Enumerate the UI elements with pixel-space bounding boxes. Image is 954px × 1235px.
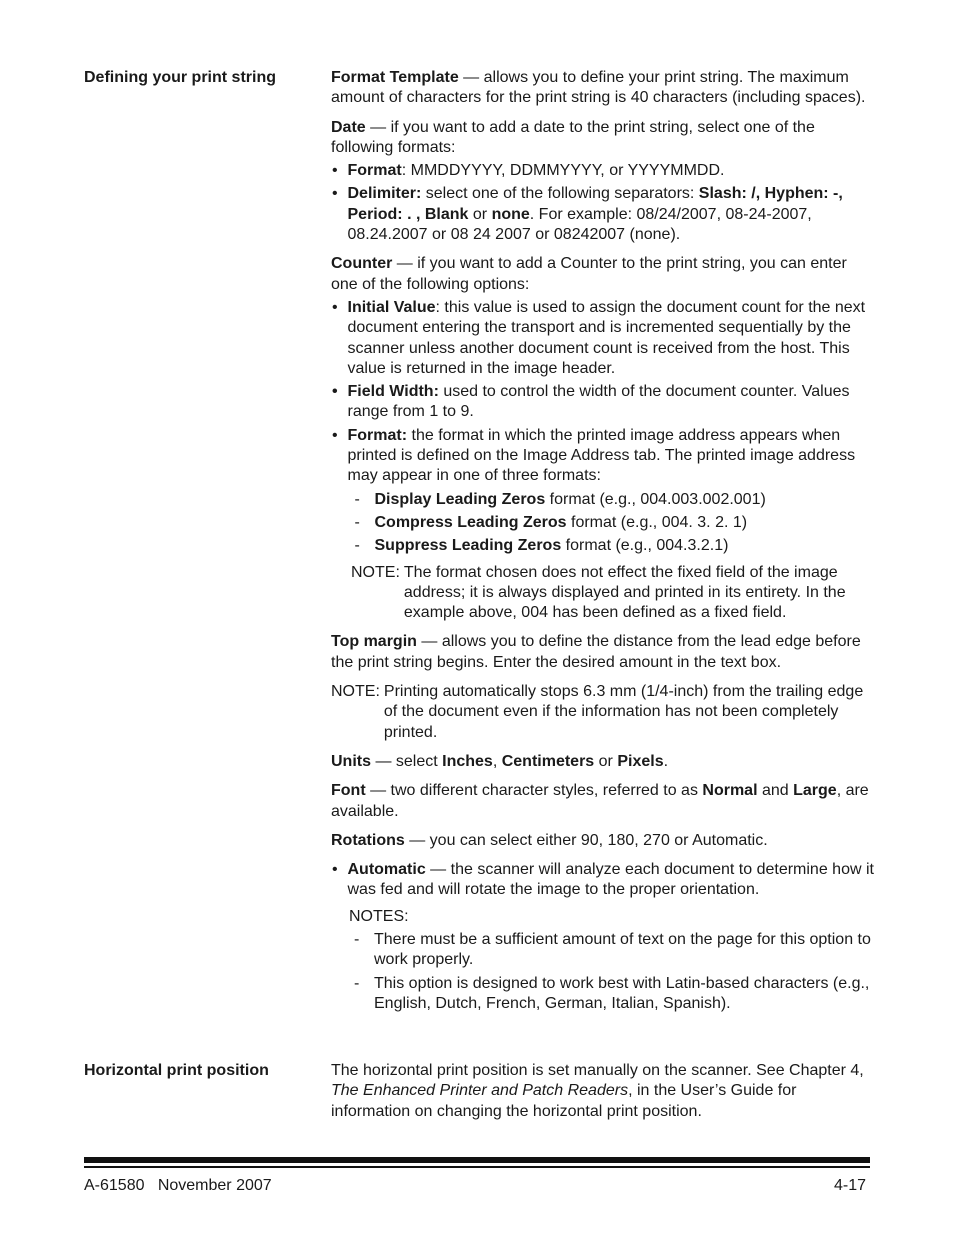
footer-rule-thick	[84, 1157, 870, 1163]
units-label: Units	[331, 752, 371, 770]
counter-paragraph: Counter — if you want to add a Counter to the print string, you can enter one of the following options:	[331, 255, 847, 293]
format-template-paragraph: Format Template — allows you to define your print string. The maximum amount of characters for the print string is 40 characters (including spaces).	[331, 69, 866, 107]
list-item: - Compress Leading Zeros format (e.g., 004. 3. 2. 1)	[355, 513, 877, 533]
list-item: • Format: the format in which the printed image address appears when printed is defined on the Image Address tab. The printed image address may appear in one of three formats: - Display Leading Zeros format (e.g., 004.003.002.001) - Compress Leading Zeros format (e.g., 004. 3. 2. 1) - Suppress Leading Zeros format (e.g., 004.3.2.1)	[331, 426, 876, 557]
list-item: • Delimiter: select one of the following separators: Slash: /, Hyphen: -, Period: . , Blank or none. For example: 08/24/2007, 08-24-2007, 08.24.2007 or 08 24 2007 or 08242007 (none).	[331, 184, 876, 245]
list-item: • Format: MMDDYYYY, DDMMYYYY, or YYYYMMDD.	[331, 161, 876, 181]
print-string-content	[331, 68, 876, 1017]
rotations-list	[331, 860, 876, 901]
list-item: • Initial Value: this value is used to assign the document count for the next document entering the transport and is incremented sequentially by the scanner unless another document count is received from the host. This value is returned in the image header.	[331, 298, 876, 379]
counter-label: Counter	[331, 255, 393, 273]
horizontal-content	[331, 1061, 876, 1122]
footer-document-id: A-61580 November 2007	[84, 1177, 272, 1194]
units-paragraph: Units — select Inches, Centimeters or Pixels.	[331, 752, 669, 770]
date-options-list	[331, 161, 876, 245]
list-item: - There must be a sufficient amount of text on the page for this option to work properly.	[354, 930, 876, 971]
address-format-list	[355, 490, 877, 557]
list-item: • Field Width: used to control the width of the document counter. Values range from 1 to 9.	[331, 382, 876, 423]
rotations-notes-label: NOTES:	[349, 907, 409, 925]
font-label: Font	[331, 782, 366, 800]
date-paragraph: Date — if you want to add a date to the print string, select one of the following formats:	[331, 118, 815, 156]
list-item: - Display Leading Zeros format (e.g., 004.003.002.001)	[355, 490, 877, 510]
horizontal-paragraph: The horizontal print position is set manually on the scanner. See Chapter 4, The Enhanced Printer and Patch Readers, in the User’s Guide for information on changing the horizontal print position.	[331, 1062, 864, 1120]
section-heading-horizontal: Horizontal print position	[84, 1062, 269, 1079]
top-margin-note: NOTE: Printing automatically stops 6.3 mm (1/4-inch) from the trailing edge of the document even if the information has not been completely printed.	[331, 683, 864, 741]
page-number: 4-17	[833, 1177, 866, 1194]
counter-options-list	[331, 298, 876, 557]
list-item: • Automatic — the scanner will analyze each document to determine how it was fed and will rotate the image to the proper orientation.	[331, 860, 876, 901]
rotations-notes-list	[354, 930, 876, 1014]
top-margin-label: Top margin	[331, 633, 417, 651]
format-template-label: Format Template	[331, 69, 459, 86]
font-paragraph: Font — two different character styles, referred to as Normal and Large, are available.	[331, 782, 869, 820]
date-label: Date	[331, 118, 366, 136]
rotations-paragraph: Rotations — you can select either 90, 180, 270 or Automatic.	[331, 831, 768, 849]
top-margin-paragraph: Top margin — allows you to define the distance from the lead edge before the print string begins. Enter the desired amount in the text box.	[331, 633, 861, 671]
list-item: - Suppress Leading Zeros format (e.g., 004.3.2.1)	[355, 536, 877, 556]
section-heading-print-string: Defining your print string	[84, 69, 276, 86]
counter-note: NOTE: The format chosen does not effect the fixed field of the image address; it is always displayed and printed in its entirety. In the example above, 004 has been defined as a fixed field.	[351, 563, 846, 622]
rotations-label: Rotations	[331, 831, 405, 849]
footer-rule-thin	[84, 1166, 870, 1168]
list-item: - This option is designed to work best with Latin-based characters (e.g., English, Dutch, French, German, Italian, Spanish).	[354, 974, 876, 1015]
